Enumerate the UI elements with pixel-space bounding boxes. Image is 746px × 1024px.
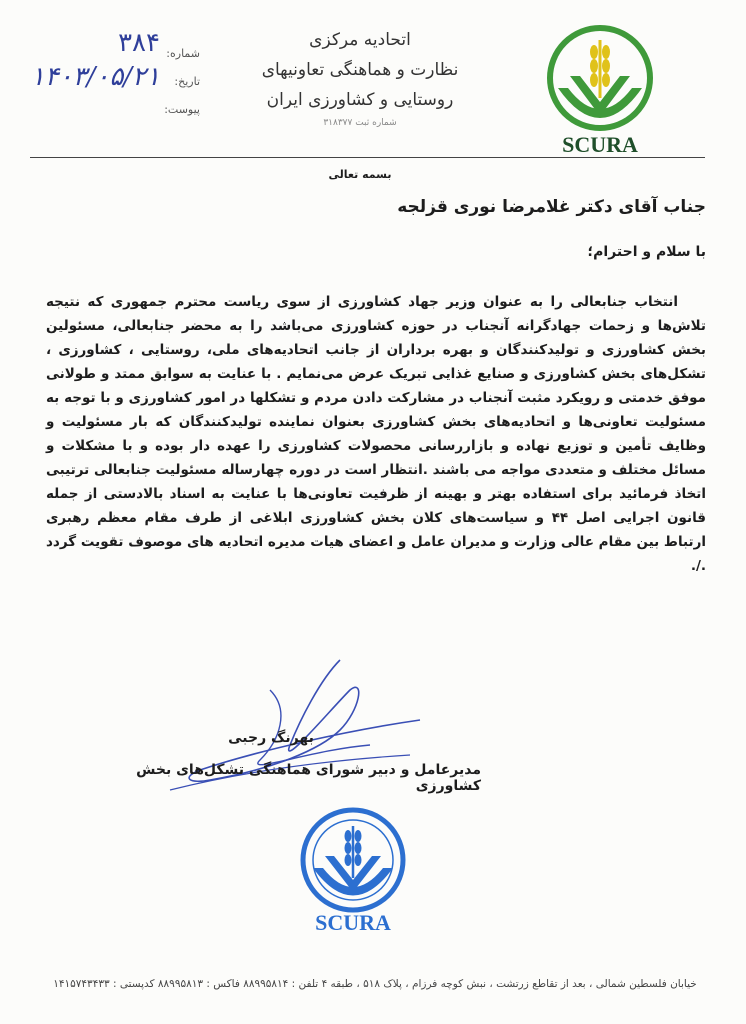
organization-name: [260, 30, 460, 128]
number-label: شماره:: [166, 47, 200, 60]
official-stamp: [283, 798, 423, 938]
letter-date: ۱۴۰۳/۰۵/۲۱: [30, 62, 160, 92]
footer-address: خیابان فلسطین شمالی ، بعد از تقاطع زرتشت ، نبش کوچه فرزام ، پلاک ۵۱۸ ، طبقه ۴ تلفن : ۸۸۹۹۵۸۱۴ فاکس : ۸۸۹۹۵۸۱۳ کدپستی : ۱۴۱۵۷۴۳۴۳۳: [53, 978, 697, 990]
invocation: بسمه تعالی: [328, 168, 392, 181]
addressee: جناب آقای دکتر غلامرضا نوری قزلجه: [397, 197, 706, 217]
logo-text: SCURA: [562, 132, 638, 157]
registration-number: شماره ثبت ۳۱۸۳۷۷: [323, 118, 397, 128]
org-line-1: اتحادیه مرکزی: [309, 30, 411, 50]
date-label: تاریخ:: [174, 75, 200, 88]
greeting: با سلام و احترام؛: [587, 244, 706, 260]
scura-logo: [540, 18, 660, 158]
org-line-3: روستایی و کشاورزی ایران: [266, 90, 454, 110]
letter-body: انتخاب جنابعالی را به عنوان وزیر جهاد کشاورزی از سوی ریاست محترم جمهوری که نتیجه تلاش‌ها و زحمات جهادگرانه آنجناب در حوزه کشاورزی می‌باشد را به محضر جنابعالی، مسئولین بخش کشاورزی و تولیدکنندگان و بهره برداران از جانب اتحادیه‌های ملی، روستایی ، کشاورزی ، تشکل‌های بخش کشاورزی و صنایع غذایی تبریک عرض می‌نمایم . با عنایت به سوابق ممتد و طولانی موفق خدمتی و رویکرد مثبت آنجناب در مشارکت دادن مردم و تشکلها در امور کشاورزی و با توجه به مسئولیت تعاونی‌ها و اتحادیه‌های بخش کشاورزی بعنوان نماینده تولیدکنندگان که بار مسئولیت و وظایف تأمین و توزیع نهاده و بازاررسانی محصولات کشاورزی را عهده دار بوده و با مشکلات و مسائل مختلف و متعددی مواجه می باشند .انتظار است در دوره چهارساله مسئولیت جنابعالی ترتیبی اتخاذ فرمائید برای استفاده بهتر و بهینه از ظرفیت تعاونی‌ها با عنایت به اسناد بالادستی از جمله قانون اجرایی اصل ۴۴ و سیاست‌های کلان بخش کشاورزی ابلاغی از طرف مقام معظم رهبری ارتباط بین مقام عالی وزارت و مدیران عامل و اعضای هیات مدیره اتحادیه های موصوف تقویت گردد ./.: [46, 294, 706, 574]
letter-number: ۳۸۴: [118, 28, 160, 58]
signer-title: مدیرعامل و دبیر شورای هماهنگی تشکل‌های بخش کشاورزی: [136, 762, 481, 794]
header-divider: [30, 157, 705, 158]
signer-name: بهرنگ رجبی: [228, 730, 314, 746]
org-line-2: نظارت و هماهنگی تعاونیهای: [261, 60, 459, 80]
stamp-text: SCURA: [315, 910, 391, 935]
letter-meta-values: [30, 28, 160, 92]
attachment-label: پیوست:: [164, 103, 200, 116]
